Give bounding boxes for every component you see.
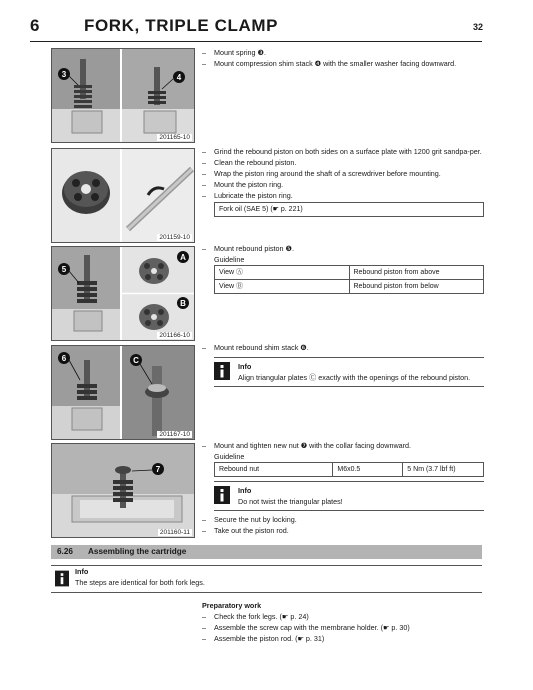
step-item: – Lubricate the piston ring.: [202, 190, 484, 201]
chapter-title: FORK, TRIPLE CLAMP: [84, 16, 279, 35]
info-title: Info: [238, 362, 252, 371]
figure-rebound-nut: [51, 443, 195, 538]
info-title: Info: [75, 567, 89, 576]
callout-B: B: [180, 299, 186, 308]
chapter-number: 6: [30, 16, 40, 35]
info-text: Align triangular plates Ⓒ exactly with the openings of the rebound piston.: [238, 373, 471, 382]
preparatory-work: [202, 600, 484, 644]
figure-spring-shim-stack: [51, 48, 195, 143]
step-item: – Mount and tighten new nut ❼ with the collar facing downward.: [202, 440, 484, 451]
step-item: – Secure the nut by locking.: [202, 514, 484, 525]
step-item: – Mount spring ❸.: [202, 47, 484, 58]
table-cell: Rebound piston from above: [349, 266, 484, 280]
step-item: – Mount compression shim stack ❹ with the smaller washer facing downward.: [202, 58, 484, 69]
info-box: [214, 357, 484, 387]
info-text: The steps are identical for both fork legs.: [75, 578, 205, 587]
figure-caption: 201165-10: [159, 134, 190, 141]
step-item: – Clean the rebound piston.: [202, 157, 484, 168]
step-item: – Wrap the piston ring around the shaft of a screwdriver before mounting.: [202, 168, 484, 179]
info-icon: [214, 362, 230, 380]
info-title: Info: [238, 486, 252, 495]
steps-block-4: [202, 342, 484, 387]
figure-caption: 201166-10: [159, 332, 190, 339]
step-item: – Assemble the screw cap with the membrane holder. (☛ p. 30): [202, 622, 484, 633]
table-cell: Fork oil (SAE 5) (☛ p. 221): [215, 203, 484, 217]
info-icon: [55, 569, 69, 588]
callout-C: C: [133, 356, 139, 365]
callout-4: 4: [176, 73, 182, 82]
callout-6: 6: [61, 354, 67, 363]
figure-caption: 201167-10: [159, 431, 190, 438]
figure-caption: 201159-10: [159, 234, 190, 241]
step-item: – Grind the rebound piston on both sides on a surface plate with 1200 grit sandpa-per.: [202, 146, 484, 157]
step-item: – Assemble the piston rod. (☛ p. 31): [202, 633, 484, 644]
oil-table: [214, 202, 484, 217]
callout-A: A: [180, 253, 186, 262]
preparatory-heading: Preparatory work: [202, 601, 262, 610]
section-title: Assembling the cartridge: [88, 547, 187, 556]
callout-7: 7: [155, 465, 161, 474]
step-item: – Take out the piston rod.: [202, 525, 484, 536]
steps-block-2: [202, 146, 484, 217]
table-cell: M6x0.5: [333, 463, 403, 477]
step-item: – Check the fork legs. (☛ p. 24): [202, 611, 484, 622]
torque-table: [214, 462, 484, 477]
figure-rebound-piston-views: [51, 246, 195, 341]
table-cell: Rebound nut: [215, 463, 333, 477]
guideline-label: Guideline: [214, 255, 245, 264]
figure-rebound-piston-ring: [51, 148, 195, 243]
table-cell: View Ⓑ: [215, 280, 350, 294]
table-cell: View Ⓐ: [215, 266, 350, 280]
section-number: 6.26: [57, 547, 73, 556]
figure-rebound-shim-stack: [51, 345, 195, 440]
info-box: [214, 481, 484, 511]
page-number: 32: [472, 22, 483, 32]
figure-caption: 201160-11: [159, 529, 190, 536]
step-item: – Mount the piston ring.: [202, 179, 484, 190]
steps-block-1: [202, 47, 484, 69]
table-cell: Rebound piston from below: [349, 280, 484, 294]
info-icon: [214, 486, 230, 504]
steps-block-3: [202, 243, 484, 294]
header-rule: [30, 41, 482, 42]
guideline-label: Guideline: [214, 452, 245, 461]
table-cell: 5 Nm (3.7 lbf ft): [403, 463, 484, 477]
callout-3: 3: [61, 70, 67, 79]
callout-5: 5: [61, 265, 67, 274]
step-item: – Mount rebound piston ❺.: [202, 243, 484, 254]
steps-block-5: [202, 440, 484, 536]
info-text: Do not twist the triangular plates!: [238, 497, 343, 506]
step-item: – Mount rebound shim stack ❻.: [202, 342, 484, 353]
view-table: [214, 265, 484, 294]
